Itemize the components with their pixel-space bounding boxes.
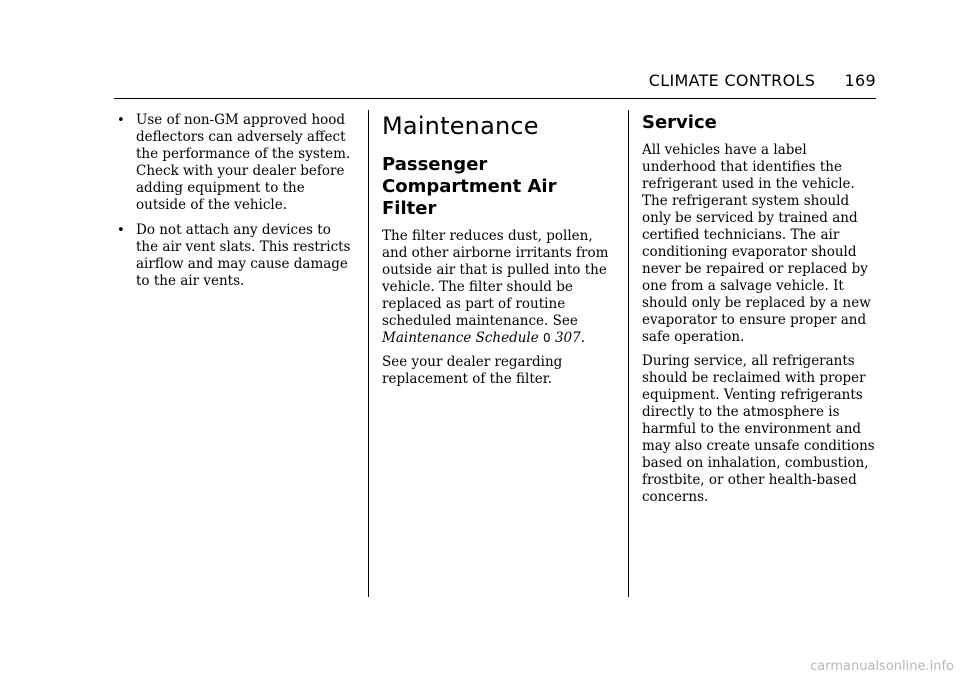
bullet-text: Do not attach any devices to the air vent slats. This restricts airflow and may cause damage to the air vents. — [136, 222, 351, 289]
page-number: 169 — [844, 71, 876, 90]
header-rule — [114, 98, 876, 99]
column-3 — [642, 112, 878, 513]
column-divider-1 — [368, 110, 369, 597]
bullet-icon: • — [117, 113, 125, 128]
section-title-maintenance: Maintenance — [382, 112, 539, 140]
paragraph: All vehicles have a label underhood that identifies the refrigerant used in the vehicle. The refrigerant system should only be serviced by trained and certified technicians. The air conditioning evaporator should never be repaired or replaced by one from a salvage vehicle. It should only be replaced by a new evaporator to ensure proper and safe operation. — [642, 142, 871, 345]
cross-reference-link[interactable]: Maintenance Schedule 0 307. — [382, 330, 586, 346]
page-ref-icon: 0 — [543, 331, 551, 345]
bullet-text: Use of non-GM approved hood deflectors can adversely affect the performance of the system. Check with your dealer before adding equipment to the outside of the vehicle. — [136, 112, 351, 213]
column-1 — [114, 112, 354, 298]
xref-page: 307 — [554, 330, 581, 346]
paragraph-text: The filter reduces dust, pollen, and other airborne irritants from outside air that is pulled into the vehicle. The filter should be replaced as part of routine scheduled maintenance. See — [382, 228, 609, 329]
subsection-title-air-filter: Passenger Compartment Air Filter — [382, 154, 557, 219]
paragraph: See your dealer regarding replacement of the filter. — [382, 354, 563, 387]
paragraph: During service, all refrigerants should be reclaimed with proper equipment. Venting refrigerants directly to the atmosphere is harmful to the environment and may also create unsafe conditions based on inhalation, combustion, frostbite, or other health-based concerns. — [642, 353, 875, 505]
column-divider-2 — [628, 110, 629, 597]
watermark: carmanualsonline.info — [810, 659, 954, 674]
xref-text: Maintenance Schedule — [382, 330, 539, 346]
header-section-title: CLIMATE CONTROLS — [648, 71, 816, 90]
page-header — [649, 71, 876, 90]
bullet-item — [114, 222, 354, 290]
column-2 — [382, 112, 614, 395]
section-title-service: Service — [642, 112, 717, 133]
bullet-icon: • — [117, 223, 125, 238]
paragraph — [382, 228, 614, 347]
bullet-item — [114, 112, 354, 214]
